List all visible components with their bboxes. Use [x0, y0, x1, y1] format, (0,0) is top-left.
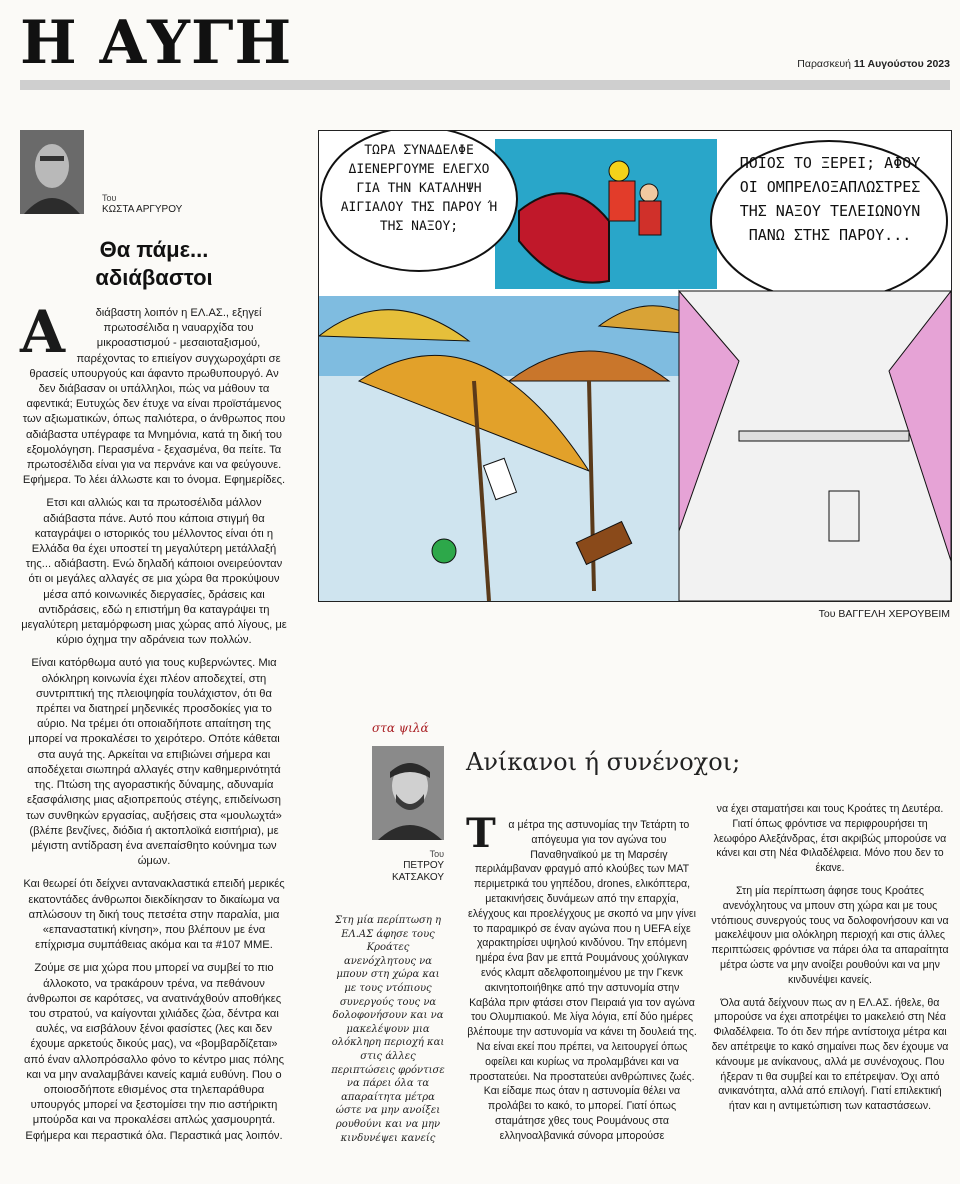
paragraph — [466, 810, 698, 1144]
cartoon-drawing — [319, 131, 951, 601]
figure-body — [609, 181, 635, 221]
credit-name: ΒΑΓΓΕΛΗ ΧΕΡΟΥΒΕΙΜ — [838, 608, 950, 620]
speech-bubble-left-text: ΤΩΡΑ ΣΥΝΑΔΕΛΦΕ ΔΙΕΝΕΡΓΟΥΜΕ ΕΛΕΓΧΟ ΓΙΑ ΤΗΝ ΚΑΤΑΛΗΨΗ ΑΙΓΙΑΛΟΥ ΤΗΣ ΠΑΡΟΥ Ή ΤΗΣ ΝΑΞΟΥ; — [340, 143, 498, 234]
article-title-line2: αδιάβαστοι — [95, 265, 213, 290]
byline-prefix: Του — [429, 849, 444, 859]
author-photo — [372, 746, 444, 840]
date-full: 11 Αυγούστου 2023 — [853, 58, 950, 70]
pull-quote: Στη μία περίπτωση η ΕΛ.ΑΣ άφησε τους Κροάτες ανενόχλητους να μπουν στη χώρα και με τους ντόπιους συνεργούς τους να δολοφονήσουν και να μακελέψουν μια ολόκληρη περιοχή και στις άλλες περιπτώσεις φρόντισε να πάρει όλα τα απαραίτητα μέτρα ώστε να μην ανοίξει ρουθούνι και να μην κινδυνέψει κανείς — [331, 915, 445, 1144]
paragraph: Και θεωρεί ότι δείχνει αντανακλαστικά επειδή μερικές εκατοντάδες άνθρωποι διεκδίκησαν το δικαίωμα να απλώσουν τη δική τους πετσέτα στην παραλία, μια «επαναστατική κίνηση», που βλέπουν με ένα επίχρισμα συμπάθειας ακόμα και τα #107 ΜΜΕ. — [23, 878, 285, 952]
speech-bubble-right-text: ΠΟΙΟΣ ΤΟ ΞΕΡΕΙ; ΑΦΟΥ ΟΙ ΟΜΠΡΕΛΟΞΑΠΛΩΣΤΡΕΣ ΤΗΣ ΝΑΞΟΥ ΤΕΛΕΙΩΝΟΥΝ ΠΑΝΩ ΣΤΗΣ ΠΑΡΟΥ... — [739, 154, 921, 244]
glass-icon — [829, 491, 859, 541]
byline-author: ΚΩΣΤΑ ΑΡΓΥΡΟΥ — [102, 204, 183, 215]
masthead: Η ΑΥΓΗ — [20, 8, 293, 78]
dropcap: Α — [20, 298, 66, 366]
column-author-block — [20, 130, 288, 214]
figure-head — [609, 161, 629, 181]
author-photo — [20, 130, 84, 214]
author-portrait-icon — [372, 746, 444, 840]
paragraph — [20, 298, 288, 488]
paragraph: Ζούμε σε μια χώρα που μπορεί να συμβεί το πιο άλλοκοτο, να τρακάρουν τρένα, να πεθάνουν άνθρωποι σε καρότσες, να ανατινάχθούν αποθήκες του στρατού, να καίγονται χιλιάδες ζώα, δέντρα και αυλές, να εισβάλουν ξένοι φασίστες (λες και δεν έχουμε αρκετούς δικούς μας), να «βομβαρδίζεται» από έναν αλλοπρόσαλλο φόνο το κέντρο μιας πόλης και να μην αναλαμβάνει κανείς καμιά ευθύνη. Που ο οποιοσδήποτε εθισμένος στα τηλεπαράθυρα υπουργός μπορεί να ξεστομίσει την πιο αστήρικτη μπούρδα και να προκαλέσει απλώς χασμουρητά. Εφήμερα και περαστικά όλα. Περαστικά μας λοιπόν. — [24, 962, 284, 1142]
byline-author-line1: ΠΕΤΡΟΥ — [403, 860, 444, 871]
paragraph-text: α μέτρα της αστυνομίας την Τετάρτη το απόγευμα για τον αγώνα του Παναθηναϊκού με τη Μαρσέιγ περιλάμβαναν φραγμό από κλούβες των ΜΑΤ περιμετρικά του γηπέδου, drones, ελικόπτερα, μετακινήσεις δυνάμεων από την επαρχία, ελέγχους και προελέγχους με σκοπό να μην γίνει το παραμικρό σε έναν αγώνα που η UEFA είχε χαρακτηρίσει υψηλού κινδύνου. Την επόμενη ημέρα ένα βαν με επτά Ρουμάνους χούλιγκαν ενός κλαμπ αδελφοποιημένου με την Γκενκ ακινητοποιήθηκε από την αστυνομία στην Καβάλα πριν φτάσει στον Πειραιά για τον αγώνα του Ολυμπιακού. Με λίγα λόγια, επί δύο ημέρες βλέπουμε την αστυνομία να κάνει τη δουλειά της. Να είναι εκεί που πρέπει, να λειτουργεί όπως οφείλει και κυρίως να προλαμβάνει και να προστατεύει. Να προστατεύει ανθρώπινες ζωές. Και είδαμε πως όταν η αστυνομία θέλει να προλάβει το κακό, το μπορεί. Γιατί όπως σταμάτησε χθες τους Ρουμάνους στα ελληνοαλβανικά σύνορα μπορούσε — [467, 819, 697, 1142]
header-rule — [20, 80, 950, 90]
article-column — [710, 802, 950, 1122]
paragraph: Ετσι και αλλιώς και τα πρωτοσέλιδα μάλλον αδιάβαστα πάνε. Αυτό που κάποια στιγμή θα καταγράψει ο ιστορικός του μέλλοντος είναι ότι η Ελλάδα θα έχει υποστεί τη μεγαλύτερη μετάλλαξή της... αδιάβαστη. Ενώ δηλαδή κάποιοι ονειρεύονταν ότι οι μεγάλες αλλαγές σε μια χώρα θα προκύψουν μέσα από κοινωνικές διεργασίες, δράσεις και αντιδράσεις, εδώ η επιστήμη θα καταγράψει τη μεγαλύτερη μεταμόρφωση μιας χώρας από λίγους, με κύριο όχημα την αδράνεια των πολλών. — [21, 497, 287, 647]
figure-body — [639, 201, 661, 235]
can-icon — [432, 539, 456, 563]
paragraph-text: διάβαστη λοιπόν η ΕΛ.ΑΣ., εξηγεί πρωτοσέλιδα η ναυαρχίδα του μικροαστισμού - μεσαιοταξισμού, παρέχοντας το επιείγον συγχωροχάρτι σε θρασείς υπουργούς και άφαντο πρωθυπουργό. Αν δεν διάβασαν οι υπάλληλοι, πώς να μάθουν τα αφεντικά; Ευτυχώς δεν έτυχε να είναι προϊστάμενος των αξιωματικών, όπως παλιότερα, ο άνθρωπος που αδιάβαστα υπέγραφε τα Μνημόνια, κατά τη δική του εξομολόγηση. Περασμένα - ξεχασμένα, θα πείτε. Τα πρωτοσέλιδα είναι για να περνάνε και να φεύγουνε. Εφήμερα. Το λέει άλλωστε και το όνομα. Εφημερίδες. — [22, 307, 286, 487]
author-portrait-icon — [20, 130, 84, 214]
date-day: Παρασκευή — [797, 58, 851, 70]
issue-date — [797, 58, 950, 70]
byline-author-line2: ΚΑΤΣΑΚΟΥ — [391, 872, 444, 883]
tent-table — [739, 431, 909, 441]
article-headline: Ανίκανοι ή συνένοχοι; — [466, 748, 741, 776]
paragraph: Είναι κατόρθωμα αυτό για τους κυβερνώντες. Μια ολόκληρη κοινωνία έχει πλέον αποδεχτεί, στη συντριπτική της πλειοψηφία τουλάχιστον, ότι θα πρέπει να διατηρεί μηδενικές προσδοκίες για το αύριο. Να τρέμει ότι οποιαδήποτε απαίτηση της μπορεί να προκαλέσει το χειρότερο. Οπότε κάθεται στα αυγά της. Αρκείται να επιβιώνει σήμερα και αποδέχεται σιωπηρά αλλαγές στην καθημερινότητά της. Πτώση της αγοραστικής δύναμης, αδυναμία εξασφάλισης μιας αξιοπρεπούς στέγης, επιδείνωση των συνθηκών εργασίας, αυξήσεις στα «μουλωχτά» (βλέπε βενζίνες, διόδια ή ακτοπλοϊκά εισιτήρια), με μέγιστη αντίδραση ένα ανεπαίσθητο κούνημα των ώμων. — [26, 657, 282, 868]
byline — [372, 848, 444, 884]
tent — [679, 291, 951, 601]
dropcap: Τ — [466, 810, 496, 857]
cartoon — [318, 130, 952, 602]
section-label: στα ψιλά — [372, 721, 429, 735]
article-title-line1: Θα πάμε... — [99, 237, 209, 262]
cartoon-credit — [819, 608, 950, 620]
article-title — [20, 236, 288, 292]
paragraph: να έχει σταματήσει και τους Κροάτες τη Δευτέρα. Γιατί όπως φρόντισε να περιφρουρήσει τη λεωφόρο Αλεξάνδρας, έτσι ακριβώς μπορούσε να κάνει και στη Νέα Φιλαδέλφεια. Μόνο που δεν το έκανε. — [713, 803, 947, 875]
credit-prefix: Του — [818, 608, 836, 620]
paragraph: Στη μία περίπτωση άφησε τους Κροάτες ανενόχλητους να μπουν στη χώρα και με τους ντόπιους συνεργούς τους να δολοφονήσουν και να μακελέψουν μια ολόκληρη περιοχή και στις άλλες περιπτώσεις φρόντισε να πάρει όλα τα απαραίτητα μέτρα ώστε να μην ανοίξει ρουθούνι και να μην κινδυνέψει κανείς. — [711, 884, 949, 986]
paragraph: Όλα αυτά δείχνουν πως αν η ΕΛ.ΑΣ. ήθελε, θα μπορούσε να έχει αποτρέψει το μακελειό στη Νέα Φιλαδέλφεια. Το ότι δεν πήρε αντίστοιχα μέτρα και δεν απέτρεψε το κακό σημαίνει πως δεν έχουμε να κάνουμε με ανίκανους, αλλά με συνένοχους. Που ήξεραν τι θα συμβεί και το επέτρεψαν. Όχι από ανικανότητα, αλλά από επιλογή. Γιατί επιλεκτική ήταν και η αντιμετώπιση των καταστάσεων. — [711, 996, 949, 1113]
byline — [102, 192, 182, 216]
figure-head — [640, 184, 658, 202]
article-body — [20, 298, 288, 1152]
article-column — [466, 810, 698, 1152]
byline-prefix: Του — [102, 193, 117, 203]
